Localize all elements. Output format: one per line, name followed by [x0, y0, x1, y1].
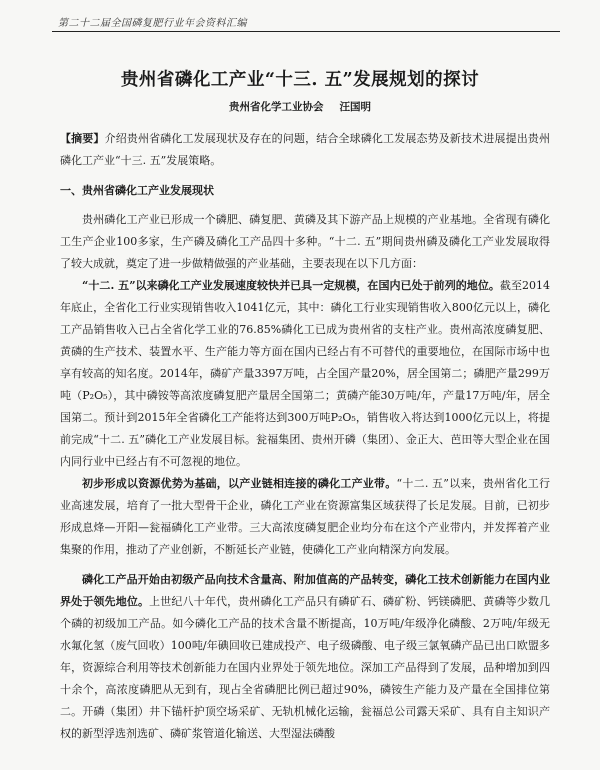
- paragraph-1: 贵州磷化工产业已形成一个磷肥、磷复肥、黄磷及其下游产品上规模的产业基地。全省现有磷化工生产企业100多家，生产磷及磷化工产品四十多种。“十二. 五”期间贵州磷及磷化工产业发展取得了较大成就，奠定了进一步做精做强的产业基础，主要表现在以下几方面：: [60, 213, 550, 270]
- paragraph-3: [60, 473, 550, 561]
- paragraph-4: [60, 569, 550, 745]
- section-heading: 一、贵州省磷化工产业发展现状: [60, 184, 214, 197]
- header-rule: [52, 31, 560, 32]
- paragraph-2: [60, 275, 550, 473]
- paragraph-3-text: “十二. 五”以来，贵州省化工行业高速发展，培育了一批大型骨干企业，磷化工产业在资源富集区域获得了长足发展。目前，已初步形成息烽—开阳—瓮福磷化工产业带。三大高浓度磷复肥企业均分布在这个产业带内，并发挥着产业集聚的作用，推动了产业创新，不断延长产业链，使磷化工产业向精深方向发展。: [60, 477, 550, 556]
- running-header: 第二十二届全国磷复肥行业年会资料汇编: [58, 18, 247, 29]
- abstract: [60, 128, 550, 172]
- abstract-label: 【摘要】: [60, 132, 105, 145]
- article-title: 贵州省磷化工产业“十三. 五”发展规划的探讨: [120, 70, 480, 90]
- paragraph-4-text: 上世纪八十年代，贵州磷化工产品只有磷矿石、磷矿粉、钙镁磷肥、黄磷等少数几个磷的初级加工产品。如今磷化工产品的技术含量不断提高，10万吨/年级净化磷酸、2万吨/年级无水氟化氢（废气回收）100吨/年碘回收已建成投产、电子级磷酸、电子级三氯氧磷产品已出口欧盟多年，资源综合利用等技术创新能力在国内业界处于领先地位。深加工产品得到了发展，品种增加到四十余个，高浓度磷肥从无到有，现占全省磷肥比例已超过90%，磷铵生产能力及产量在全国排位第二。开磷（集团）井下锚杆护顶空场采矿、无轨机械化运输，瓮福总公司露天采矿、具有自主知识产权的新型浮选剂选矿、磷矿浆管道化输送、大型湿法磷酸: [60, 595, 551, 740]
- author-organization: 贵州省化学工业协会: [229, 101, 324, 113]
- byline: [0, 99, 600, 114]
- paragraph-3-lead: 初步形成以资源优势为基础，以产业链相连接的磷化工产业带。: [82, 477, 397, 490]
- paragraph-2-text: 截至2014年底止，全省化工行业实现销售收入1041亿元，其中：磷化工行业实现销售收入800亿元以上，磷化工产品销售收入已占全省化学工业的76.85%磷化工已成为贵州省的支柱产业。贵州高浓度磷复肥、黄磷的生产技术、装置水平、生产能力等方面在国内已经占有不可替代的重要地位，在国际市场中也享有较高的知名度。2014年，磷矿产量3397万吨，占全国产量20%，居全国第二；磷肥产量299万吨（P₂O₅），其中磷铵等高浓度磷复肥产量居全国第二；黄磷产能30万吨/年，产量17万吨/年，居全国第二。预计到2015年全省磷化工产能将达到300万吨P₂O₅，销售收入将达到1000亿元以上，将提前完成“十二. 五”磷化工产业发展目标。瓮福集团、贵州开磷（集团）、金正大、芭田等大型企业在国内同行业中已经占有不可忽视的地位。: [60, 279, 550, 468]
- author-name: 汪国明: [339, 101, 371, 113]
- abstract-text: 介绍贵州省磷化工发展现状及存在的问题，结合全球磷化工发展态势及新技术进展提出贵州磷化工产业“十三. 五”发展策略。: [60, 132, 551, 167]
- paragraph-4-lead: 磷化工产品开始由初级产品向技术含量高、附加值高的产品转变，磷化工技术创新能力在国内业界处于领先地位。: [60, 573, 550, 608]
- paragraph-2-lead: “十二. 五”以来磷化工产业发展速度较快并已具一定规模，在国内已处于前列的地位。: [82, 279, 500, 292]
